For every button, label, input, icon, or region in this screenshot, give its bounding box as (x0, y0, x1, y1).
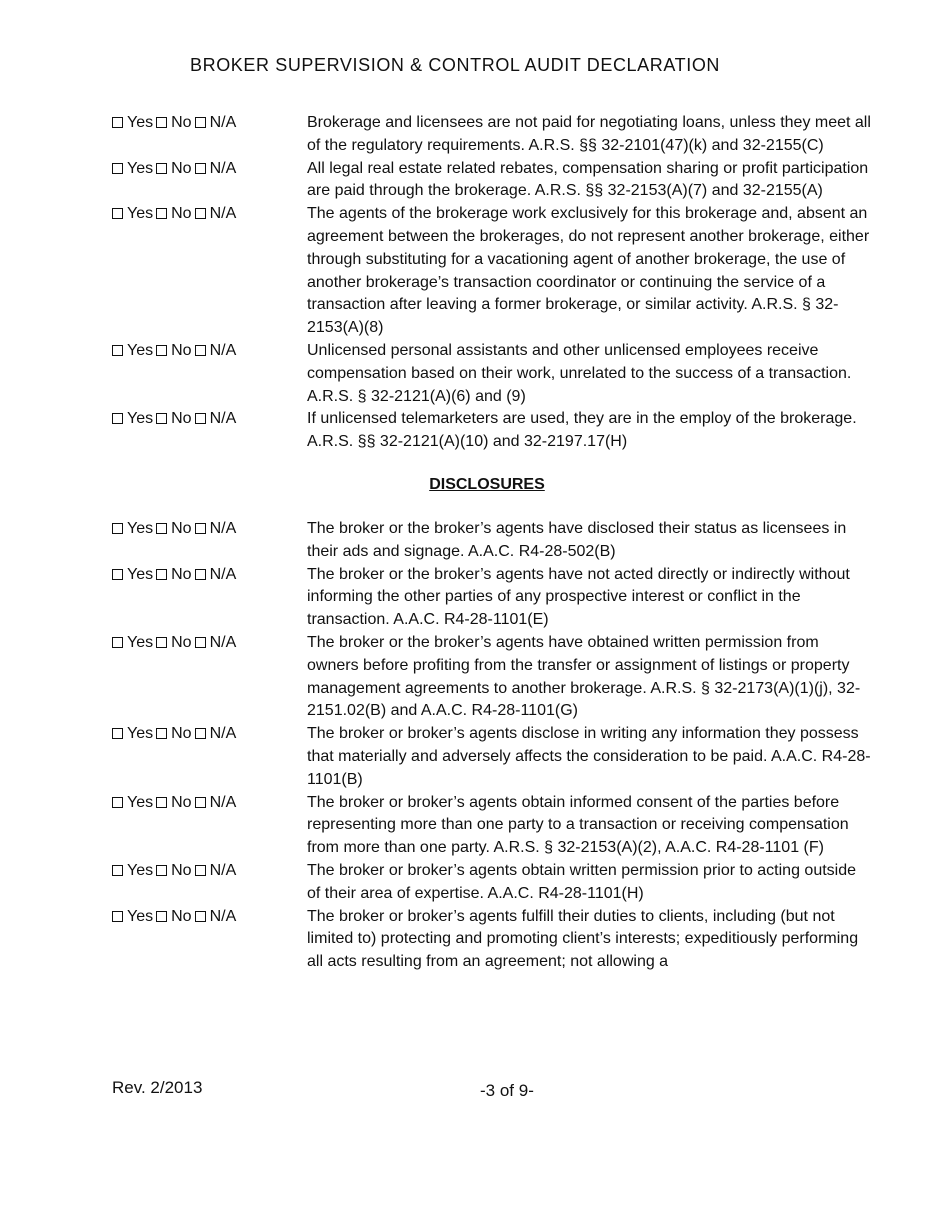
no-label: No (171, 907, 192, 925)
section-title-disclosures: DISCLOSURES (429, 475, 545, 493)
na-label: N/A (209, 907, 237, 925)
na-checkbox[interactable] (195, 797, 206, 808)
no-checkbox[interactable] (156, 345, 167, 356)
no-checkbox[interactable] (156, 865, 167, 876)
supervision-items (112, 112, 872, 454)
no-label: No (171, 341, 192, 359)
declaration-row (112, 860, 872, 906)
na-label: N/A (209, 861, 237, 879)
yes-checkbox[interactable] (112, 569, 123, 580)
footer-revision: Rev. 2/2013 (112, 1078, 203, 1097)
yes-label: Yes (127, 159, 154, 177)
requirement-text: Unlicensed personal assistants and other unlicensed employees receive compensation based on their work, unrelated to the success of a transaction. A.R.S. § 32-2121(A)(6) and (9) (307, 341, 852, 405)
na-label: N/A (209, 114, 237, 131)
yes-label: Yes (127, 565, 154, 583)
yes-checkbox[interactable] (112, 911, 123, 922)
yes-label: Yes (127, 725, 154, 743)
declaration-row (112, 340, 872, 408)
na-label: N/A (209, 410, 237, 428)
na-checkbox[interactable] (195, 569, 206, 580)
no-label: No (171, 205, 192, 223)
na-label: N/A (209, 565, 237, 583)
answer-options (112, 723, 307, 746)
declaration-list (112, 112, 872, 974)
footer-page-number: -3 of 9- (480, 1081, 534, 1100)
na-label: N/A (209, 205, 237, 223)
no-checkbox[interactable] (156, 413, 167, 424)
answer-options (112, 906, 307, 929)
requirement-text: The broker or broker’s agents obtain informed consent of the parties before representing more than one party to a transaction or receiving compensation from more than one party. A.R.S. § 32-2153(A)(2), A.A.C. R4-28-1101 (F) (307, 793, 849, 857)
no-label: No (171, 410, 192, 428)
answer-options (112, 564, 307, 587)
yes-checkbox[interactable] (112, 117, 123, 128)
yes-checkbox[interactable] (112, 345, 123, 356)
answer-options (112, 408, 307, 431)
requirement-text: The broker or broker’s agents fulfill their duties to clients, including (but not limited to) protecting and promoting client’s interests; expeditiously performing all acts resulting from an agreement; not allowing a (307, 907, 859, 971)
no-label: No (171, 725, 192, 743)
yes-label: Yes (127, 907, 154, 925)
na-label: N/A (209, 341, 237, 359)
no-checkbox[interactable] (156, 569, 167, 580)
yes-checkbox[interactable] (112, 208, 123, 219)
answer-options (112, 158, 307, 181)
yes-label: Yes (127, 114, 154, 131)
requirement-text: The broker or the broker’s agents have disclosed their status as licensees in their ads and signage. A.A.C. R4-28-502(B) (307, 519, 847, 560)
no-label: No (171, 861, 192, 879)
yes-checkbox[interactable] (112, 637, 123, 648)
na-label: N/A (209, 519, 237, 537)
declaration-row (112, 203, 872, 340)
requirement-text: The broker or broker’s agents obtain written permission prior to acting outside of their area of expertise. A.A.C. R4-28-1101(H) (307, 861, 857, 902)
yes-label: Yes (127, 519, 154, 537)
na-checkbox[interactable] (195, 413, 206, 424)
yes-label: Yes (127, 205, 154, 223)
na-checkbox[interactable] (195, 865, 206, 876)
declaration-row (112, 723, 872, 791)
answer-options (112, 518, 307, 541)
yes-label: Yes (127, 341, 154, 359)
declaration-row (112, 158, 872, 204)
no-label: No (171, 519, 192, 537)
requirement-text: The broker or the broker’s agents have obtained written permission from owners before profiting from the transfer or assignment of listings or property management agreements to another brokerage. A.R.S. § 32-2173(A)(1)(j), 32-2151.02(B) and A.A.C. R4-28-1101(G) (307, 633, 861, 720)
na-label: N/A (209, 725, 237, 743)
no-checkbox[interactable] (156, 163, 167, 174)
no-label: No (171, 565, 192, 583)
answer-options (112, 112, 307, 135)
no-label: No (171, 159, 192, 177)
disclosure-items (112, 518, 872, 974)
yes-checkbox[interactable] (112, 797, 123, 808)
requirement-text: All legal real estate related rebates, compensation sharing or profit participation are paid through the brokerage. A.R.S. §§ 32-2153(A)(7) and 32-2155(A) (307, 159, 869, 200)
no-checkbox[interactable] (156, 208, 167, 219)
declaration-row (112, 632, 872, 723)
no-checkbox[interactable] (156, 523, 167, 534)
na-checkbox[interactable] (195, 117, 206, 128)
declaration-row (112, 564, 872, 632)
na-checkbox[interactable] (195, 637, 206, 648)
requirement-text: The broker or broker’s agents disclose in writing any information they possess that materially and adversely affects the consideration to be paid. A.A.C. R4-28-1101(B) (307, 725, 871, 788)
na-label: N/A (209, 793, 237, 811)
no-label: No (171, 633, 192, 651)
no-checkbox[interactable] (156, 637, 167, 648)
answer-options (112, 792, 307, 815)
na-label: N/A (209, 633, 237, 651)
requirement-text: The agents of the brokerage work exclusively for this brokerage and, absent an agreement between the brokerages, do not represent another brokerage, either through substituting for a vacationing agent of another brokerage, the use of another brokerage’s transaction coordinator or continuing the service of a transaction after leaving a former brokerage, or similar activity. A.R.S. § 32-2153(A)(8) (307, 205, 870, 337)
no-checkbox[interactable] (156, 911, 167, 922)
na-checkbox[interactable] (195, 163, 206, 174)
yes-checkbox[interactable] (112, 413, 123, 424)
declaration-row (112, 408, 872, 454)
declaration-row (112, 792, 872, 860)
answer-options (112, 860, 307, 883)
yes-checkbox[interactable] (112, 163, 123, 174)
yes-label: Yes (127, 410, 154, 428)
yes-label: Yes (127, 633, 154, 651)
yes-label: Yes (127, 793, 154, 811)
na-checkbox[interactable] (195, 911, 206, 922)
na-checkbox[interactable] (195, 345, 206, 356)
page-header-title: BROKER SUPERVISION & CONTROL AUDIT DECLARATION (190, 55, 721, 75)
requirement-text: Brokerage and licensees are not paid for negotiating loans, unless they meet all of the regulatory requirements. A.R.S. §§ 32-2101(47)(k) and 32-2155(C) (307, 114, 871, 154)
declaration-row (112, 518, 872, 564)
requirement-text: If unlicensed telemarketers are used, they are in the employ of the brokerage. A.R.S. §§ 32-2121(A)(10) and 32-2197.17(H) (307, 410, 857, 451)
requirement-text: The broker or the broker’s agents have not acted directly or indirectly without informing the other parties of any prospective interest or conflict in the transaction. A.A.C. R4-28-1101(E) (307, 565, 850, 629)
answer-options (112, 203, 307, 226)
no-checkbox[interactable] (156, 728, 167, 739)
na-checkbox[interactable] (195, 728, 206, 739)
no-label: No (171, 114, 192, 131)
na-checkbox[interactable] (195, 523, 206, 534)
answer-options (112, 632, 307, 655)
no-checkbox[interactable] (156, 797, 167, 808)
answer-options (112, 340, 307, 363)
no-checkbox[interactable] (156, 117, 167, 128)
yes-checkbox[interactable] (112, 728, 123, 739)
no-label: No (171, 793, 192, 811)
na-label: N/A (209, 159, 237, 177)
na-checkbox[interactable] (195, 208, 206, 219)
yes-checkbox[interactable] (112, 865, 123, 876)
yes-checkbox[interactable] (112, 523, 123, 534)
declaration-row (112, 906, 872, 974)
declaration-row (112, 112, 872, 158)
yes-label: Yes (127, 861, 154, 879)
